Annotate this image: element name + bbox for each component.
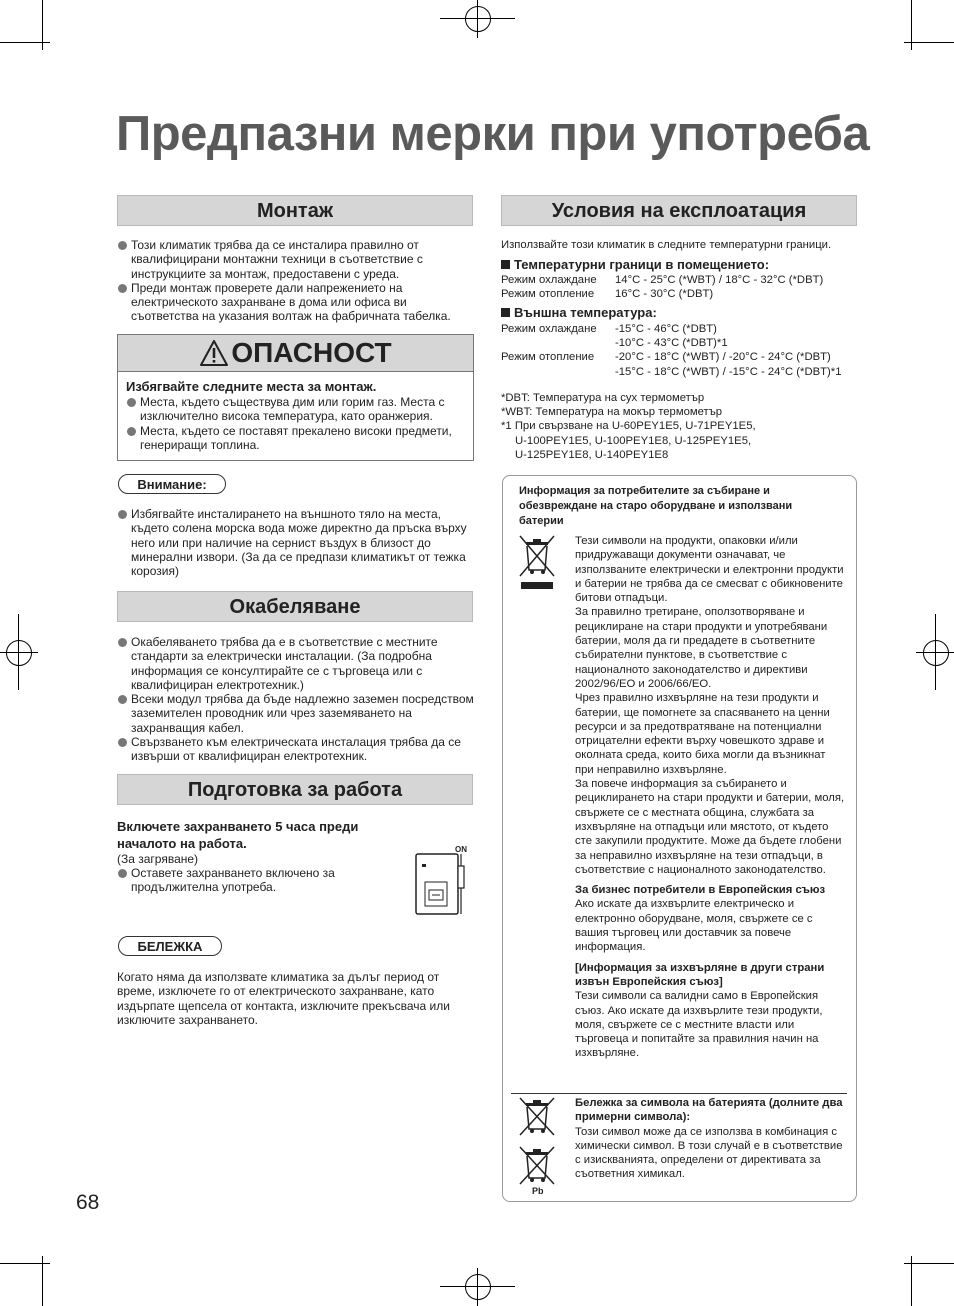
list-item: Места, където се поставят прекалено високи предмети, генериращи топлина. [126,424,465,453]
section-heading-conditions: Условия на експлоатация [501,195,857,226]
danger-label: ОПАСНОСТ [231,337,392,368]
biz-title: За бизнес потребители в Европейския съюз [575,884,826,897]
list-item: Преди монтаж проверете дали напрежението на електрическото захранване в дома или офиса ви съответства на указания волтаж на фабричната табелка. [117,281,477,324]
prep-bold-text: Включете захранването 5 часа преди началото на работа. [117,819,359,851]
footnote: U-125PEY1E8, U-140PEY1E8 [515,448,669,461]
list-item: Окабеляването трябва да е в съответствие с местните стандарти за електрически инсталации. (За подробна информация се консултирайте се с търговеца или с квалифициран електротехник.) [117,635,477,692]
outdoor-title-text: Външна температура: [514,305,657,320]
infobox-para: Чрез правилно изхвърляне на тези продукти и батерии, ще помогнете за спасяването на ценни ресурси и за предотвратяване на потенциални отрицателни ефекти върху човешкото здраве и околната среда, които биха могли да възникнат при неправилно изхвърляне. [575,692,830,776]
crossed-bin-pb-icon [517,1146,557,1186]
battery-title: Бележка за символа на батерията (долните два примерни символа): [575,1097,843,1124]
remark-label: БЕЛЕЖКА [118,936,222,956]
range-value: -10°C - 43°C (*DBT)*1 [615,337,728,350]
range-value: -15°C - 46°C (*DBT) [615,323,717,335]
range-value: 16°C - 30°C (*DBT) [615,288,714,301]
prep-note: (За загряване) [117,852,199,866]
page-title: Предпазни мерки при употреба [116,107,870,161]
outdoor-table [501,322,861,379]
page-number: 68 [76,1191,100,1214]
battery-text: Този символ може да се използва в комбинация с химически символ. В този случай е в съответствие с изискванията, определени от директивата за съответния химикал. [575,1125,843,1181]
list-item: Всеки модул трябва да бъде надлежно заземен посредством заземителен проводник или чрез заземяването на захранващия кабел. [117,692,477,735]
table-row [501,287,861,301]
infobox-title: Информация за потребителите за събиране и обезвреждане на старо оборудване и използвани батерии [519,485,793,527]
footnote: *1 При свързване на U-60PEY1E5, U-71PEY1E5, [501,420,756,433]
crossed-bin-icon [517,1097,557,1137]
table-row [501,350,861,378]
infobox-para: За правилно третиране, оползотворяване и рециклиране на стари продукти и употребявани батерии, моля да ги предадете в съответните събирателни пунктове, в съответствие с националното законодателство и директиви 2002/96/ЕО и 2006/66/ЕО. [575,606,828,690]
caution-list [117,507,477,578]
list-item: Този климатик трябва да се инсталира правилно от квалифицирани монтажни техници в съответствие с инструкциите за монтаж, предоставени с уреда. [117,238,477,281]
mode-label: Режим охлаждане [501,323,597,335]
caution-label: Внимание: [118,474,226,494]
outdoor-title [501,305,657,321]
footnote: *DBT: Температура на сух термометър [501,392,705,404]
danger-header [118,335,473,372]
biz-text: Ако искате да изхвърлите електрическо и електронно оборудване, моля, свържете се с вашия търговец или доставчик за повече информация. [575,898,813,954]
warning-triangle-icon [199,339,229,367]
danger-box [117,334,474,461]
pb-label: Pb [532,1186,544,1196]
range-value: 14°C - 25°C (*WBT) / 18°C - 32°C (*DBT) [615,274,824,286]
list-item: Свързването към електрическата инсталация трябва да се извърши от квалифициран електротехник. [117,735,477,764]
table-row [501,322,861,350]
range-value: -15°C - 18°C (*WBT) / -15°C - 24°C (*DBT)*1 [615,365,842,378]
mode-label: Режим отопление [501,351,595,364]
non-eu-title: [Информация за изхвърляне в други страни извън Европейския съюз] [575,961,825,988]
range-value: -20°C - 18°C (*WBT) / -20°C - 24°C (*DBT) [615,351,831,364]
divider [511,1093,847,1094]
table-row [501,273,861,287]
section-heading-montazh: Монтаж [117,195,473,226]
indoor-title-text: Температурни граници в помещението: [514,257,770,272]
remark-text: Когато няма да използвате климатика за дълъг период от време, изключете го от електрическото захранване, като издърпате щепсела от контакта, изключите прекъсвача или изключите захранването. [117,970,450,1027]
prep-list [117,866,367,895]
indoor-table [501,273,861,301]
disposal-info-box [502,475,857,1202]
on-label: ON [455,845,467,854]
square-bullet-icon [501,260,510,269]
danger-subtitle: Избягвайте следните места за монтаж. [126,379,377,394]
crossed-bin-icon [517,534,557,590]
square-bullet-icon [501,308,510,317]
wiring-list [117,635,477,764]
section-heading-prep: Подготовка за работа [117,774,473,805]
danger-list [126,395,465,452]
infobox-paragraphs [575,534,847,1061]
conditions-intro: Използвайте този климатик в следните температурни граници. [501,239,832,251]
footnote: U-100PEY1E5, U-100PEY1E8, U-125PEY1E5, [515,434,752,447]
section-heading-wiring: Окабеляване [117,591,473,622]
infobox-para: За повече информация за събирането и рециклирането на стари продукти и батерии, моля, свържете се с местната община, службата за изхвърляне на отпадъци или мястото, от където сте закупили продуктите. Може да бъдете глобени за неправилно изхвърляне на тези отпадъци, в съответствие с националното законодателство. [575,778,845,876]
indoor-title [501,257,769,273]
mode-label: Режим охлаждане [501,274,597,286]
list-item: Избягвайте инсталирането на външното тяло на места, където солена морска вода може директно да пръска върху него или при наличие на сернист въздух в близост до минерални извори. (За да се предпази климатикът от тежка корозия) [117,507,477,578]
list-item: Оставете захранването включено за продължителна употреба. [117,866,367,895]
infobox-para: Тези символи на продукти, опаковки и/или придружаващи документи означават, че използваните електрически и електронни продукти и батерии не трябва да се смесват с обикновените битови отпадъци. [575,535,844,605]
indoor-unit-icon [410,852,472,916]
non-eu-text: Тези символи са валидни само в Европейския съюз. Ако искате да изхвърлите тези продукти, моля, свържете се с местните власти или търговеца и попитайте за правилния начин на изхвърляне. [575,990,823,1060]
list-item: Места, където съществува дим или горим газ. Места с изключително висока температура, като оранжерия. [126,395,465,424]
battery-note [575,1096,847,1182]
mode-label: Режим отопление [501,288,595,301]
footnote: *WBT: Температура на мокър термометър [501,406,723,419]
footnotes [501,391,861,462]
montazh-list [117,238,477,324]
